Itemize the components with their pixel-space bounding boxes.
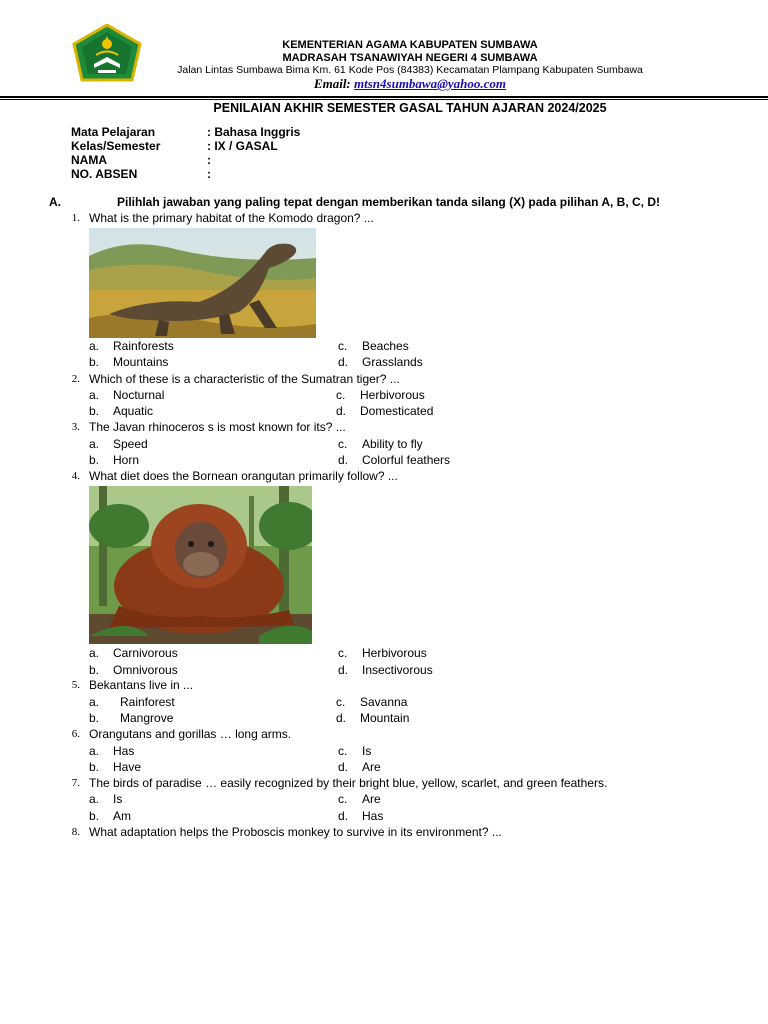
- name-value: :: [207, 153, 211, 167]
- question-number: 1.: [71, 212, 80, 224]
- option-label: c.: [338, 792, 348, 806]
- question-text: Bekantans live in ...: [89, 678, 194, 692]
- option-label: c.: [336, 695, 346, 709]
- option-label: a.: [89, 695, 100, 709]
- option-text[interactable]: Aquatic: [113, 404, 154, 418]
- question-text: What adaptation helps the Proboscis monkey to survive in its environment? ...: [89, 825, 502, 839]
- option-label: a.: [89, 792, 100, 806]
- section-letter: A.: [49, 195, 61, 209]
- option-text[interactable]: Have: [113, 760, 142, 774]
- exam-title: PENILAIAN AKHIR SEMESTER GASAL TAHUN AJARAN 2024/2025: [213, 101, 607, 115]
- option-label: c.: [338, 437, 348, 451]
- option-text[interactable]: Savanna: [360, 695, 408, 709]
- question-text: What is the primary habitat of the Komodo dragon? ...: [89, 211, 374, 225]
- option-label: c.: [338, 646, 348, 660]
- orangutan-image: [89, 486, 312, 644]
- question-text: Which of these is a characteristic of the Sumatran tiger? ...: [89, 372, 400, 386]
- option-text[interactable]: Colorful feathers: [362, 453, 451, 467]
- option-text[interactable]: Beaches: [362, 339, 409, 353]
- question-text: The birds of paradise … easily recognized by their bright blue, yellow, scarlet, and green feathers.: [89, 776, 608, 790]
- header-divider-thin: [0, 99, 768, 100]
- option-label: d.: [336, 404, 347, 418]
- email-link[interactable]: mtsn4sumbawa@yahoo.com: [354, 76, 507, 91]
- email-label: Email:: [313, 76, 351, 91]
- question-number: 2.: [71, 373, 80, 385]
- kemenag-logo-icon: [72, 24, 142, 82]
- option-text[interactable]: Grasslands: [362, 355, 423, 369]
- option-text[interactable]: Herbivorous: [362, 646, 427, 660]
- absen-label: NO. ABSEN: [71, 167, 138, 181]
- option-label: a.: [89, 646, 100, 660]
- option-text[interactable]: Am: [113, 809, 131, 823]
- option-label: d.: [336, 711, 347, 725]
- name-label: NAMA: [71, 153, 107, 167]
- option-label: b.: [89, 809, 100, 823]
- option-text[interactable]: Domesticated: [360, 404, 434, 418]
- question-text: Orangutans and gorillas … long arms.: [89, 727, 292, 741]
- option-text[interactable]: Mountain: [360, 711, 410, 725]
- option-text[interactable]: Insectivorous: [362, 663, 433, 677]
- question-number: 4.: [71, 470, 80, 482]
- option-text[interactable]: Mangrove: [120, 711, 174, 725]
- komodo-dragon-image: [89, 228, 316, 338]
- option-label: d.: [338, 760, 349, 774]
- option-label: b.: [89, 760, 100, 774]
- option-label: d.: [338, 453, 349, 467]
- option-label: c.: [338, 744, 348, 758]
- option-text[interactable]: Speed: [113, 437, 148, 451]
- subject-label: Mata Pelajaran: [71, 125, 156, 139]
- question-number: 8.: [71, 826, 80, 838]
- option-label: b.: [89, 404, 100, 418]
- option-text[interactable]: Has: [113, 744, 135, 758]
- option-label: a.: [89, 437, 100, 451]
- option-text[interactable]: Are: [362, 760, 381, 774]
- header-divider: [0, 96, 768, 98]
- option-label: b.: [89, 711, 100, 725]
- header-school: MADRASAH TSANAWIYAH NEGERI 4 SUMBAWA: [282, 52, 538, 64]
- option-label: a.: [89, 339, 100, 353]
- option-label: b.: [89, 355, 100, 369]
- option-text[interactable]: Nocturnal: [113, 388, 165, 402]
- option-label: c.: [338, 339, 348, 353]
- header-address: Jalan Lintas Sumbawa Bima Km. 61 Kode Pos (84383) Kecamatan Plampang Kabupaten Sumbawa: [177, 64, 643, 76]
- option-label: d.: [338, 663, 349, 677]
- option-text[interactable]: Are: [362, 792, 381, 806]
- option-text[interactable]: Has: [362, 809, 384, 823]
- option-text[interactable]: Rainforests: [113, 339, 174, 353]
- option-text[interactable]: Is: [113, 792, 123, 806]
- option-text[interactable]: Herbivorous: [360, 388, 425, 402]
- option-text[interactable]: Is: [362, 744, 372, 758]
- option-text[interactable]: Ability to fly: [362, 437, 423, 451]
- option-text[interactable]: Carnivorous: [113, 646, 178, 660]
- header-ministry: KEMENTERIAN AGAMA KABUPATEN SUMBAWA: [282, 39, 538, 51]
- option-label: b.: [89, 663, 100, 677]
- option-text[interactable]: Horn: [113, 453, 140, 467]
- section-instruction: Pilihlah jawaban yang paling tepat dengan memberikan tanda silang (X) pada pilihan A, B, C, D!: [117, 195, 660, 209]
- option-text[interactable]: Omnivorous: [113, 663, 178, 677]
- option-label: c.: [336, 388, 346, 402]
- header-email-line: [170, 76, 650, 92]
- option-label: b.: [89, 453, 100, 467]
- question-number: 3.: [71, 421, 80, 433]
- question-number: 6.: [71, 728, 80, 740]
- question-number: 5.: [71, 679, 80, 691]
- option-label: a.: [89, 388, 100, 402]
- option-label: d.: [338, 355, 349, 369]
- option-text[interactable]: Mountains: [113, 355, 169, 369]
- option-label: d.: [338, 809, 349, 823]
- class-label: Kelas/Semester: [71, 139, 161, 153]
- absen-value: :: [207, 167, 211, 181]
- question-number: 7.: [71, 777, 80, 789]
- option-text[interactable]: Rainforest: [120, 695, 175, 709]
- question-text: The Javan rhinoceros s is most known for its? ...: [89, 420, 346, 434]
- subject-value: : Bahasa Inggris: [207, 125, 301, 139]
- question-text: What diet does the Bornean orangutan primarily follow? ...: [89, 469, 398, 483]
- class-value: : IX / GASAL: [207, 139, 278, 153]
- option-label: a.: [89, 744, 100, 758]
